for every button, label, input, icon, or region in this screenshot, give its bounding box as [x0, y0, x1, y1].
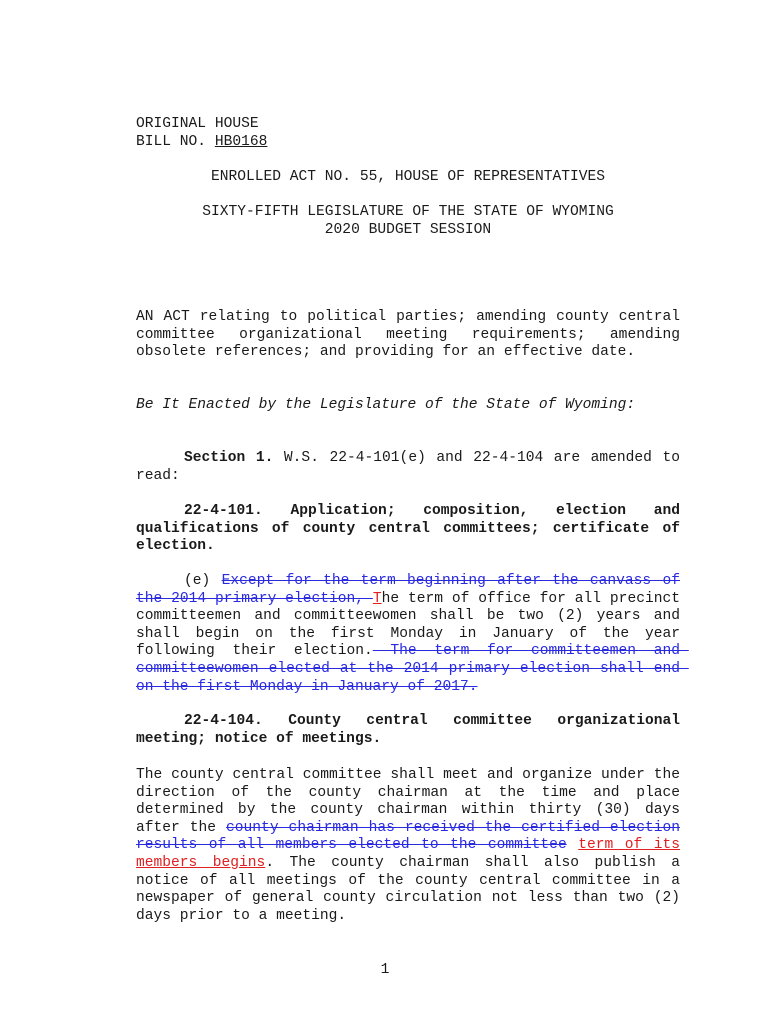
enrolled-act-line: ENROLLED ACT NO. 55, HOUSE OF REPRESENTATIVES: [210, 169, 606, 185]
section-1: [136, 450, 689, 485]
act-title: AN ACT relating to political parties; amending county central committee organizational meeting requirements; amending obsolete references; and providing for an effective date.: [136, 309, 680, 361]
bill-header: [136, 116, 680, 151]
inserted-text: term of its members begins: [136, 837, 680, 871]
legislature-heading: [136, 204, 680, 239]
section-22-4-101-heading: 22-4-101. Application; composition, election and qualifications of county central committees; certificate of election.: [136, 503, 680, 555]
section-22-4-104-body: [136, 767, 689, 925]
section-1-label: Section 1.: [184, 450, 274, 466]
body-text: The county central committee shall meet and organize under the direction of the county chairman at the time and place determined by the county chairman within thirty (30) days after the: [136, 767, 689, 836]
body-text: . The county chairman shall also publish a notice of all meetings of the county central committee in a newspaper of general county circulation not less than two (2) days prior to a meeting.: [136, 854, 681, 924]
legislature-line: SIXTY-FIFTH LEGISLATURE OF THE STATE OF WYOMING: [202, 204, 614, 220]
section-22-4-101-e: [136, 573, 689, 696]
enacting-clause: Be It Enacted by the Legislature of the State of Wyoming:: [136, 397, 636, 413]
section-1-text: W.S. 22-4-101(e) and 22-4-104 are amended to read:: [136, 450, 689, 484]
bill-no-prefix: BILL NO.: [136, 133, 215, 150]
section-22-4-104-heading: 22-4-104. County central committee organizational meeting; notice of meetings.: [136, 713, 680, 747]
inserted-text: T: [372, 590, 382, 607]
deleted-text: The term for committeemen and committeewomen elected at the 2014 primary election shall end on the first Monday in January of 2017.: [136, 643, 689, 695]
subsection-e-label: (e): [184, 573, 222, 589]
body-text: he term of office for all precinct committeemen and committeewomen shall be two (2) years and shall begin on the first Monday in January of the year following their election.: [136, 590, 680, 660]
bill-number: HB0168: [214, 133, 268, 150]
deleted-text: county chairman has received the certified election results of all members elected to the committee: [136, 819, 680, 854]
original-house-line: ORIGINAL HOUSE: [136, 116, 259, 132]
deleted-text: Except for the term beginning after the canvass of the 2014 primary election,: [136, 573, 681, 607]
bill-number-line: [136, 134, 680, 152]
session-line: 2020 BUDGET SESSION: [324, 221, 492, 238]
page-number: 1: [380, 962, 390, 978]
